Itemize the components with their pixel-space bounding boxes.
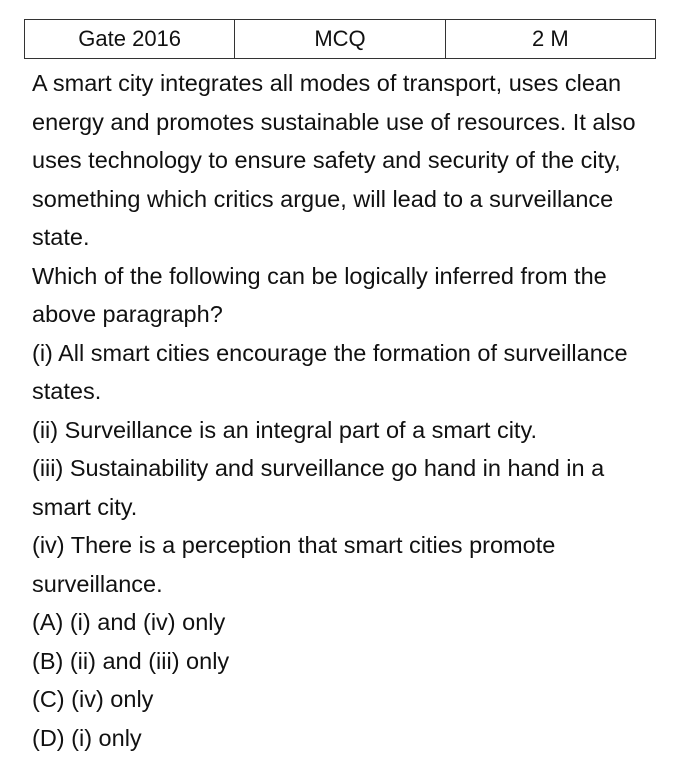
statement-4: (iv) There is a perception that smart cities promote surveillance.: [32, 532, 556, 597]
exam-cell: Gate 2016: [25, 20, 235, 59]
question-type-cell: MCQ: [235, 20, 445, 59]
statement-2: (ii) Surveillance is an integral part of a smart city.: [32, 416, 537, 443]
option-c[interactable]: (C) (iv) only: [32, 686, 154, 712]
statement-3: (iii) Sustainability and surveillance go hand in hand in a smart city.: [32, 455, 605, 520]
passage: A smart city integrates all modes of transport, uses clean energy and promotes sustainable use of resources. It also uses technology to ensure safety and security of the city, something which critics argue, will lead to a surveillance state.: [32, 70, 636, 250]
header-row: [25, 20, 656, 59]
marks-cell: 2 M: [445, 20, 655, 59]
option-d[interactable]: (D) (i) only: [32, 724, 142, 751]
question-prompt: Which of the following can be logically inferred from the above paragraph?: [32, 262, 607, 327]
statement-1: (i) All smart cities encourage the formation of surveillance states.: [32, 339, 628, 404]
option-a[interactable]: (A) (i) and (iv) only: [32, 609, 226, 635]
option-b[interactable]: (B) (ii) and (iii) only: [32, 647, 230, 674]
question-content: [32, 64, 652, 757]
header-table: [24, 19, 656, 59]
